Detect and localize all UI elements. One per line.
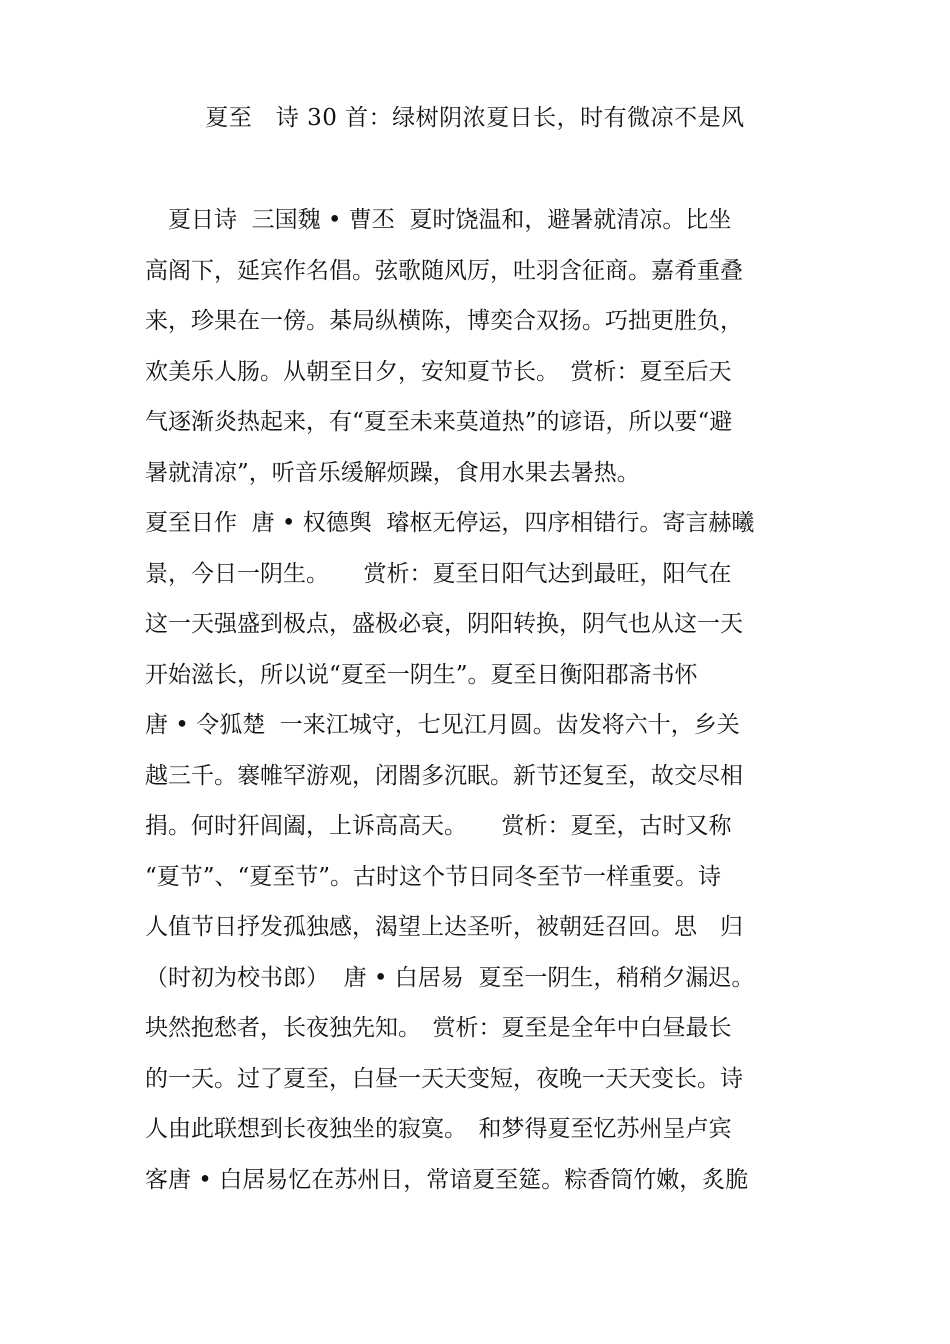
text-line: 来，珍果在一傍。棊局纵横陈，博奕合双扬。巧拙更胜负，	[145, 308, 743, 334]
text-line: “夏节”、“夏至节”。古时这个节日同冬至节一样重要。诗	[145, 863, 722, 890]
text-line: 夏日诗 三国魏 • 曹丕 夏时饶温和，避暑就清凉。比坐	[145, 207, 732, 233]
text-line: （时初为校书郎） 唐 • 白居易 夏至一阴生，稍稍夕漏迟。	[145, 964, 755, 991]
text-line: 景，今日一阴生。 赏析：夏至日阳气达到最旺，阳气在	[145, 560, 732, 587]
text-line: 的一天。过了夏至，白昼一天天变短，夜晚一天天变长。诗	[145, 1065, 743, 1092]
text-line: 块然抱愁者，长夜独先知。 赏析：夏至是全年中白昼最长	[145, 1015, 732, 1041]
text-line: 欢美乐人肠。从朝至日夕，安知夏节长。 赏析：夏至后天	[145, 358, 732, 385]
text-line: 夏至日作 唐 • 权德舆 璿枢无停运，四序相错行。寄言赫曦	[145, 510, 755, 536]
body-text	[145, 200, 810, 1210]
text-line: 开始滋长，所以说“夏至一阴生”。夏至日衡阳郡斋书怀	[145, 661, 698, 688]
text-line: 捐。何时犴闾阖，上诉高高天。 赏析：夏至，古时又称	[145, 813, 732, 839]
text-line: 唐 • 令狐楚 一来江城守，七见江月圆。齿发将六十，乡关	[145, 712, 740, 738]
text-line: 客唐 • 白居易忆在苏州日，常谙夏至筵。粽香筒竹嫩，炙脆	[145, 1166, 749, 1193]
text-line: 越三千。褰帷罕游观，闭閤多沉眠。新节还复至，故交尽相	[145, 762, 743, 789]
text-line: 这一天强盛到极点，盛极必衰，阴阳转换，阴气也从这一天	[145, 611, 743, 637]
page-title: 夏至 诗 30 首：绿树阴浓夏日长，时有微凉不是风	[205, 105, 745, 131]
text-line: 暑就清凉”，听音乐缓解烦躁，食用水果去暑热。	[145, 459, 640, 486]
text-line: 气逐渐炎热起来，有“夏至未来莫道热”的谚语，所以要“避	[145, 409, 733, 435]
text-line: 人值节日抒发孤独感，渴望上达圣听，被朝廷召回。思 归	[145, 914, 743, 940]
text-line: 高阁下，延宾作名倡。弦歌随风厉，吐羽含征商。嘉肴重叠	[145, 257, 743, 284]
text-line: 人由此联想到长夜独坐的寂寞。 和梦得夏至忆苏州呈卢宾	[145, 1116, 732, 1142]
